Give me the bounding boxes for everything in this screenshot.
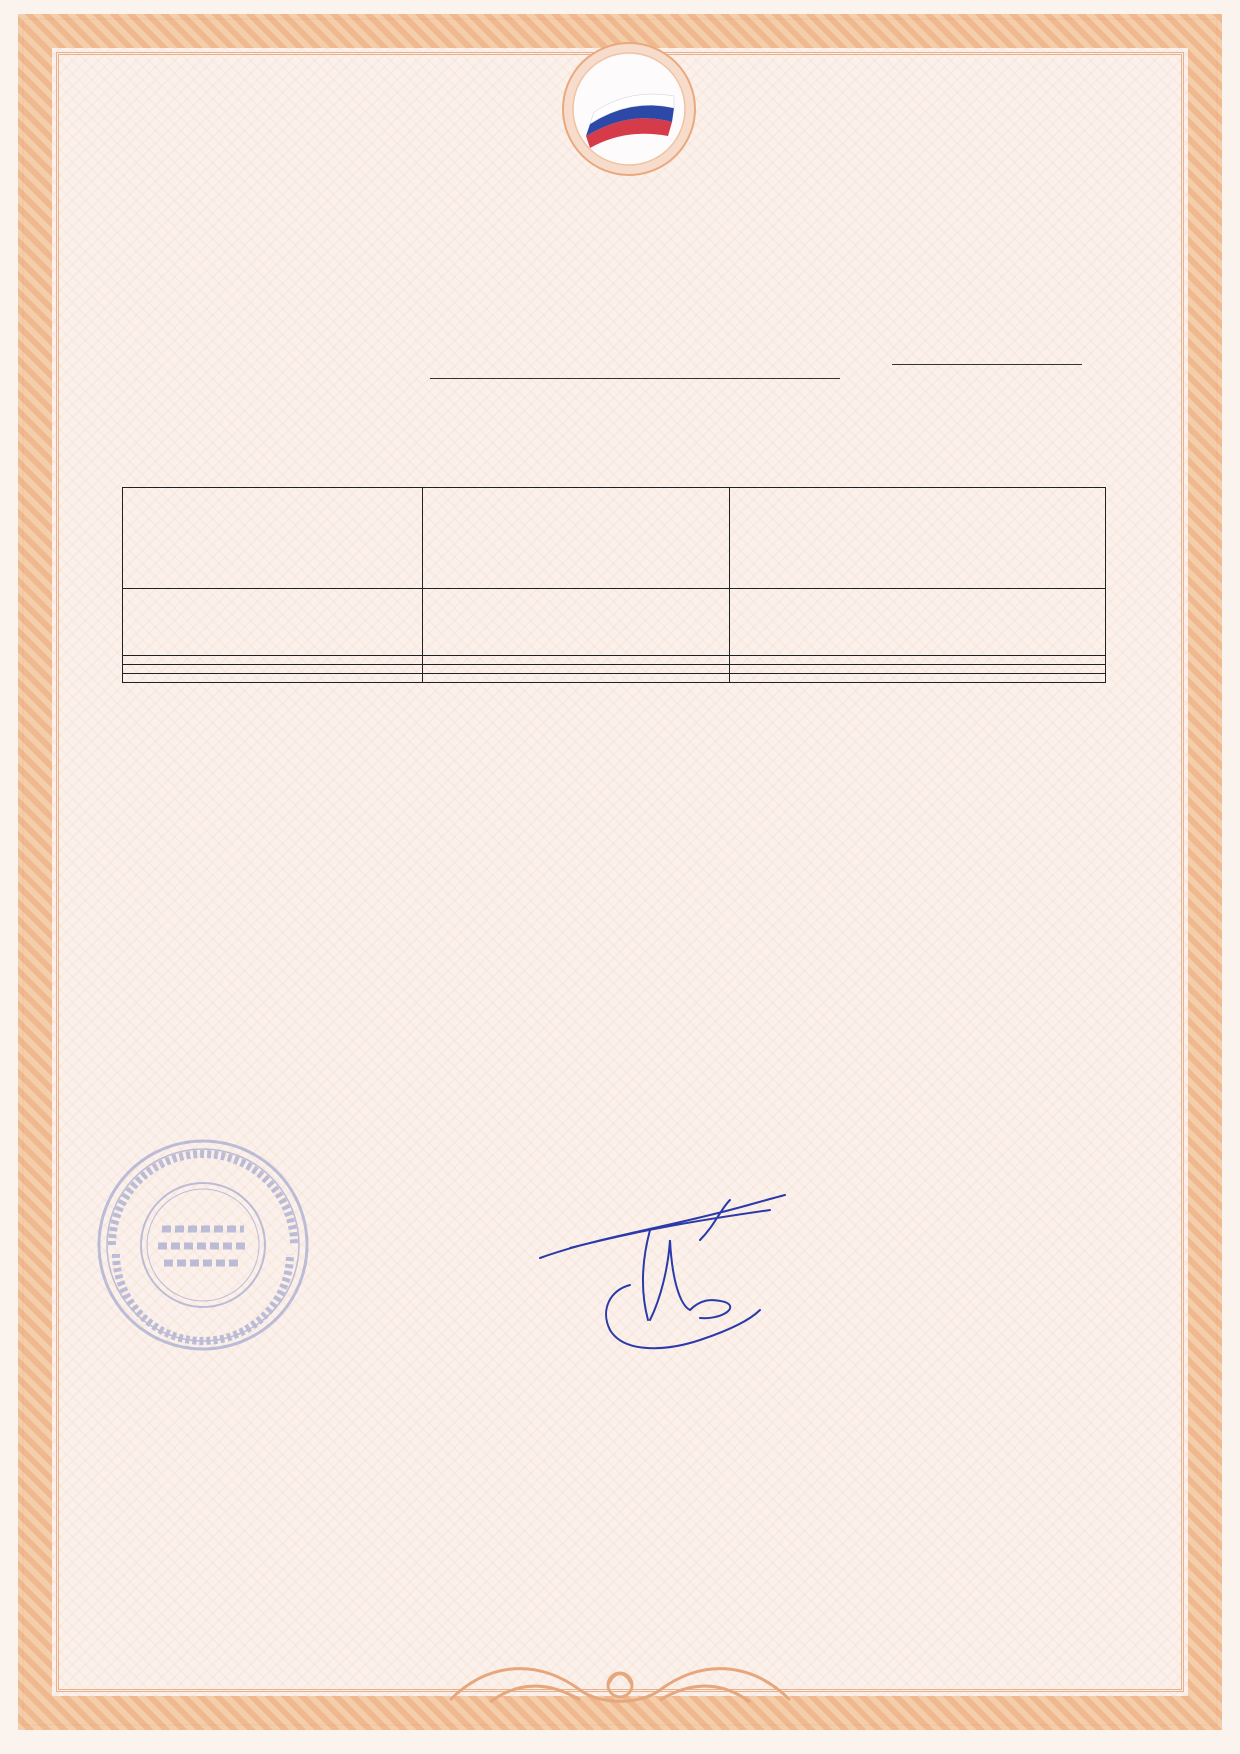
cell-requirement xyxy=(729,674,1105,683)
header-designation xyxy=(123,488,423,589)
table-row xyxy=(123,656,1106,665)
stamp-icon xyxy=(92,1134,314,1356)
table-row xyxy=(123,665,1106,674)
standards-table xyxy=(122,487,1106,683)
header-requirement xyxy=(729,488,1105,589)
cell-designation xyxy=(123,589,423,656)
cell-designation xyxy=(123,656,423,665)
nsopb-logo xyxy=(560,40,698,178)
ornamental-border xyxy=(18,14,1222,1730)
header-name xyxy=(423,488,729,589)
cell-requirement xyxy=(729,589,1105,656)
logo-emblem-icon xyxy=(560,40,698,178)
cell-name xyxy=(423,656,729,665)
handwritten-signatures xyxy=(530,1170,810,1370)
table-row xyxy=(123,674,1106,683)
bottom-ornament xyxy=(430,1640,810,1720)
seal-stamp xyxy=(92,1134,314,1356)
cell-name xyxy=(423,665,729,674)
cell-name xyxy=(423,589,729,656)
table-header-row xyxy=(123,488,1106,589)
table-row xyxy=(123,589,1106,656)
cell-requirement xyxy=(729,665,1105,674)
blank-number xyxy=(892,364,1082,365)
cell-requirement xyxy=(729,656,1105,665)
cell-designation xyxy=(123,674,423,683)
certificate-number xyxy=(430,378,840,379)
cell-designation xyxy=(123,665,423,674)
cell-name xyxy=(423,674,729,683)
